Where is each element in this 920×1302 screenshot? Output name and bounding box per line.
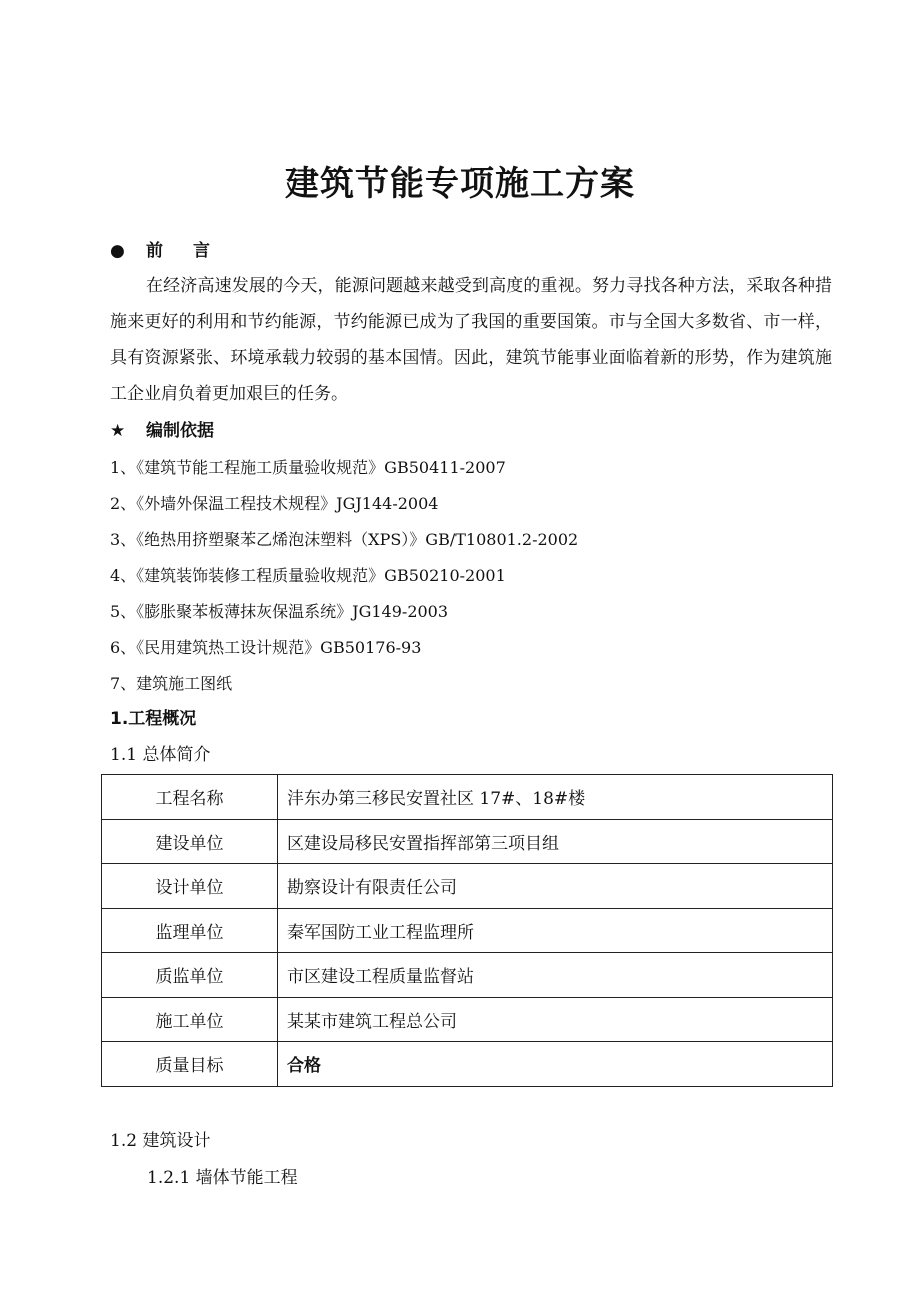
table-label-cell: 建设单位 [102, 819, 278, 864]
preface-paragraph: 在经济高速发展的今天，能源问题越来越受到高度的重视。努力寻找各种方法，采取各种措施来更好的利用和节约能源，节约能源已成为了我国的重要国策。市与全国大多数省、市一样，具有资源紧张、环境承载力较弱的基本国情。因此，建筑节能事业面临着新的形势，作为建筑施工企业肩负着更加艰巨的任务。 [110, 276, 832, 404]
preface-heading [110, 239, 240, 263]
subsection-heading-architecture: 1.2 建筑设计 [110, 1131, 211, 1151]
table-value-cell: 某某市建筑工程总公司 [278, 997, 833, 1042]
table-value-cell: 沣东办第三移民安置社区 17#、18#楼 [278, 775, 833, 820]
table-value-cell: 区建设局移民安置指挥部第三项目组 [278, 819, 833, 864]
basis-heading [110, 419, 214, 443]
table-label-cell: 质监单位 [102, 953, 278, 998]
list-item: 4、《建筑装饰装修工程质量验收规范》GB50210-2001 [110, 566, 506, 585]
bullet-icon: ● [110, 241, 125, 261]
list-item: 3、《绝热用挤塑聚苯乙烯泡沫塑料（XPS）》GB/T10801.2-2002 [110, 530, 579, 549]
list-item: 5、《膨胀聚苯板薄抹灰保温系统》JG149-2003 [110, 602, 449, 621]
list-item: 7、建筑施工图纸 [110, 674, 233, 693]
table-value-cell: 秦军国防工业工程监理所 [278, 908, 833, 953]
table-row [102, 864, 833, 909]
preface-heading-text: 前言 [146, 241, 240, 261]
table-label-cell: 质量目标 [102, 1042, 278, 1087]
table-label-cell: 监理单位 [102, 908, 278, 953]
table-label-cell: 设计单位 [102, 864, 278, 909]
list-item: 6、《民用建筑热工设计规范》GB50176-93 [110, 638, 422, 657]
table-label-cell: 施工单位 [102, 997, 278, 1042]
table-value-cell: 市区建设工程质量监督站 [278, 953, 833, 998]
table-row [102, 997, 833, 1042]
basis-heading-text: 编制依据 [146, 421, 214, 441]
star-icon: ★ [110, 421, 126, 441]
document-title: 建筑节能专项施工方案 [285, 164, 635, 204]
table-row [102, 1042, 833, 1087]
quality-target-value: 合格 [278, 1042, 833, 1087]
subsection-heading-wall-energy: 1.2.1 墙体节能工程 [147, 1168, 298, 1188]
table-row [102, 819, 833, 864]
table-row [102, 953, 833, 998]
subsection-heading-overview: 1.1 总体简介 [110, 745, 211, 765]
table-label-cell: 工程名称 [102, 775, 278, 820]
section-heading-project-overview: 1.工程概况 [110, 709, 197, 729]
table-row [102, 775, 833, 820]
table-row [102, 908, 833, 953]
reference-list [110, 450, 578, 702]
list-item: 1、《建筑节能工程施工质量验收规范》GB50411-2007 [110, 458, 506, 477]
table-value-cell: 勘察设计有限责任公司 [278, 864, 833, 909]
project-info-table [101, 774, 833, 1087]
list-item: 2、《外墙外保温工程技术规程》JGJ144-2004 [110, 494, 439, 513]
